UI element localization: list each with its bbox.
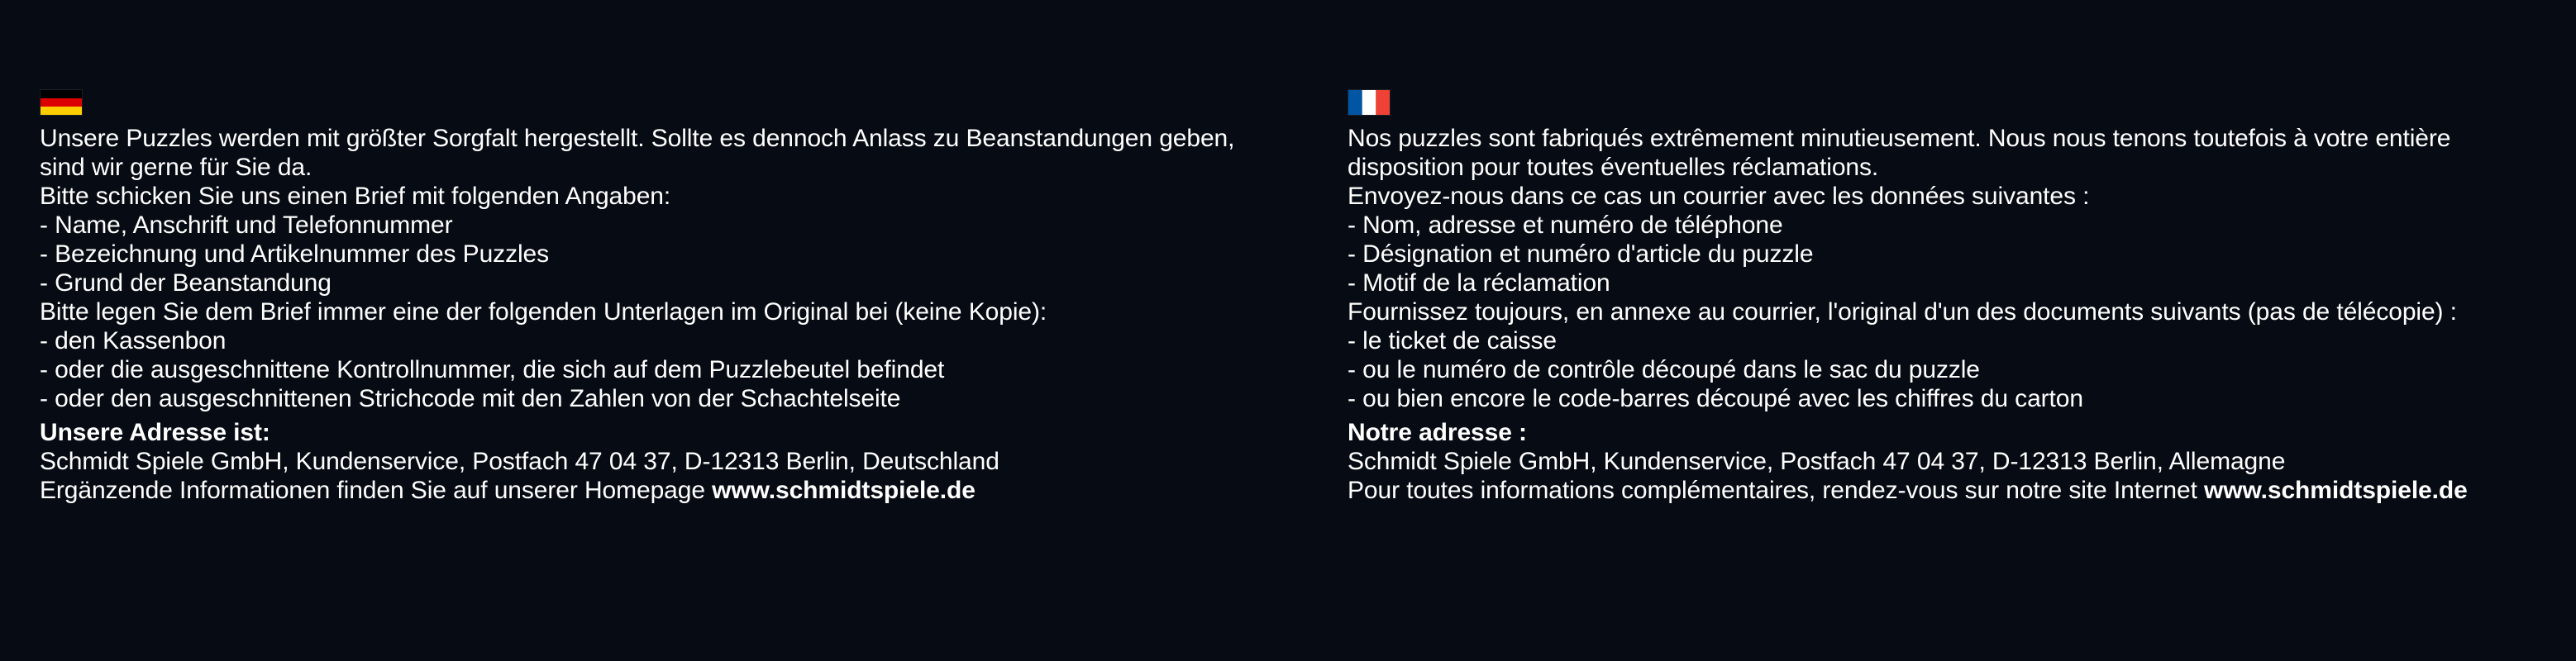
german-homepage-line <box>40 476 1263 505</box>
german-homepage-text: Ergänzende Informationen finden Sie auf unserer Homepage <box>40 477 713 504</box>
french-paragraph-1: Nos puzzles sont fabriqués extrêmement minutieusement. Nous nous tenons toutefois à votre entière disposition pour toutes éventuelles réclamations. <box>1348 125 2451 181</box>
french-homepage-line <box>1348 476 2563 505</box>
german-paragraph-3: Bitte legen Sie dem Brief immer eine der folgenden Unterlagen im Original bei (keine Kopie): <box>40 298 1047 326</box>
french-bullet-6: - ou bien encore le code-barres découpé avec les chiffres du carton <box>1348 385 2083 412</box>
french-address-line: Schmidt Spiele GmbH, Kundenservice, Postfach 47 04 37, D-12313 Berlin, Allemagne <box>1348 448 2286 475</box>
french-homepage-url[interactable]: www.schmidtspiele.de <box>2204 477 2468 504</box>
german-paragraph-1: Unsere Puzzles werden mit größter Sorgfalt hergestellt. Sollte es dennoch Anlass zu Beanstandungen geben, sind wir gerne für Sie da. <box>40 125 1235 181</box>
french-bullet-2: - Désignation et numéro d'article du puzzle <box>1348 240 1814 268</box>
french-bullet-1: - Nom, adresse et numéro de téléphone <box>1348 212 1783 239</box>
german-bullet-2: - Bezeichnung und Artikelnummer des Puzzles <box>40 240 550 268</box>
german-flag-icon <box>40 89 83 116</box>
french-homepage-text: Pour toutes informations complémentaires, rendez-vous sur notre site Internet <box>1348 477 2205 504</box>
french-text-block <box>1348 124 2563 505</box>
french-bullet-5: - ou le numéro de contrôle découpé dans le sac du puzzle <box>1348 356 1980 383</box>
french-paragraph-2: Envoyez-nous dans ce cas un courrier avec les données suivantes : <box>1348 183 2090 210</box>
french-column <box>1348 0 2576 661</box>
french-address-heading: Notre adresse : <box>1348 419 1527 446</box>
french-bullet-3: - Motif de la réclamation <box>1348 269 1610 297</box>
german-text-block <box>40 124 1263 505</box>
german-paragraph-2: Bitte schicken Sie uns einen Brief mit folgenden Angaben: <box>40 183 671 210</box>
french-paragraph-3: Fournissez toujours, en annexe au courrier, l'original d'un des documents suivants (pas de télécopie) : <box>1348 298 2457 326</box>
french-bullet-4: - le ticket de caisse <box>1348 327 1558 354</box>
german-bullet-5: - oder die ausgeschnittene Kontrollnummer, die sich auf dem Puzzlebeutel befindet <box>40 356 945 383</box>
german-bullet-3: - Grund der Beanstandung <box>40 269 332 297</box>
german-address-line: Schmidt Spiele GmbH, Kundenservice, Postfach 47 04 37, D-12313 Berlin, Deutschland <box>40 448 999 475</box>
german-homepage-url[interactable]: www.schmidtspiele.de <box>712 477 976 504</box>
german-bullet-6: - oder den ausgeschnittenen Strichcode mit den Zahlen von der Schachtelseite <box>40 385 901 412</box>
french-flag-icon <box>1348 89 1391 116</box>
german-bullet-4: - den Kassenbon <box>40 327 227 354</box>
german-address-heading: Unsere Adresse ist: <box>40 419 270 446</box>
german-bullet-1: - Name, Anschrift und Telefonnummer <box>40 212 453 239</box>
